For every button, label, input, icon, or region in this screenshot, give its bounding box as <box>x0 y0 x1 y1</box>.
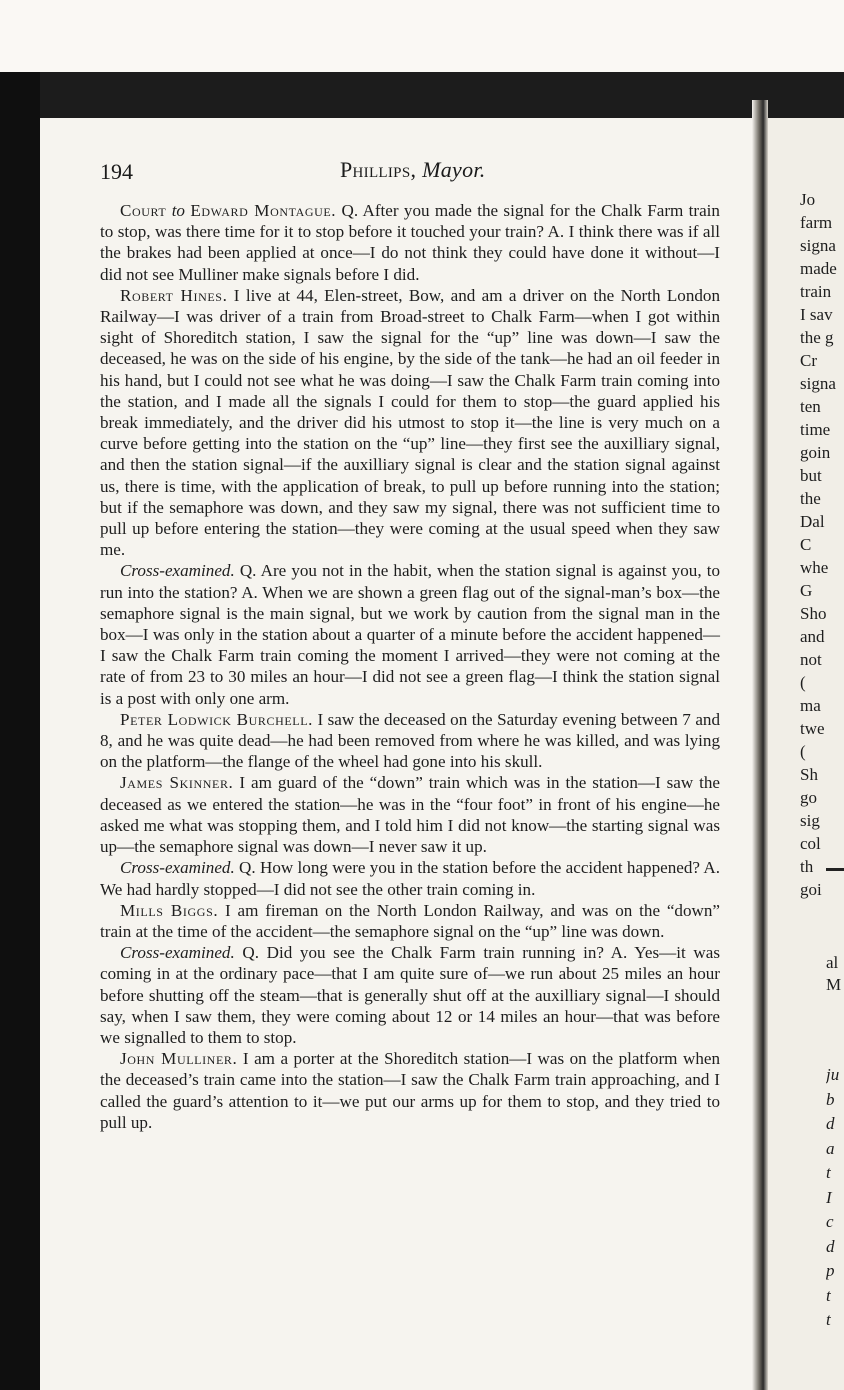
right-page-fragment: d <box>826 1114 835 1133</box>
right-page-fragment: Cr <box>800 351 817 370</box>
right-page-fragment: goin <box>800 443 831 462</box>
speaker-name: John Mulliner. <box>120 1049 238 1069</box>
right-page-fragment: ten <box>800 397 821 416</box>
scan-left-border <box>0 72 40 1390</box>
right-page-fragment: M <box>826 975 842 994</box>
testimony-text: I live at 44, Elen-street, Bow, and am a driver on the North London Railway—I was driver of a train from Broad-street to Chalk Farm—when I got within sight of Shoreditch station, I saw the signal for the “up” line was down—I saw the deceased, he was on the side of his engine, by the side of the tank—he had an oil feeder in his hand, but I could not see what he was doing—I saw the Chalk Farm train coming into the station, and I made all the signals I could for them to stop—the guard applied his break immediately, and the driver did his utmost to stop it—the line is very much on a curve before getting into the station on the “up” line—they first see the auxilliary signal, and then the station signal—if the auxilliary signal is clear and the station signal against us, there is time, with the application of break, to pull up before running into the station; but if the semaphore was down, and they saw my signal, there was not sufficient time to pull up before entering the station—they were coming at the usual speed when they saw me. <box>100 285 721 560</box>
testimony-paragraph <box>100 857 720 899</box>
right-page-fragment: I sav <box>800 305 833 324</box>
testimony-text: Q. How long were you in the station before the accident happened? A. We had hardly stopped—I did not see the other train coming in. <box>100 858 720 899</box>
right-page-fragment: go <box>800 788 817 807</box>
right-page-fragment: time <box>800 420 831 439</box>
speaker-name: Edward Montague. <box>190 201 337 220</box>
right-page-fragment: and <box>800 627 825 646</box>
testimony-paragraph <box>100 285 720 561</box>
right-page-fragment: t <box>826 1285 831 1305</box>
testimony-paragraph <box>100 560 720 708</box>
testimony-text: I am fireman on the North London Railway, and was on the “down” train at the time of the accident—the semaphore signal on the “up” line was down. <box>100 900 720 941</box>
right-page-fragment: col <box>800 834 821 853</box>
right-page-fragment: signa <box>800 236 836 255</box>
speaker-name: Court <box>120 201 167 220</box>
testimony-text: Q. Did you see the Chalk Farm train running in? A. Yes—it was coming in at the ordinary pace—that I am quite sure of—we run about 25 miles an hour before shutting off the steam—that is generally shut off at the auxilliary signal—I should say, when I saw them, they were coming about 12 or 14 miles an hour—that was before we signalled to them to stop. <box>100 943 720 1047</box>
right-page-fragment: whe <box>800 558 829 577</box>
right-page-fragment: but <box>800 466 822 485</box>
testimony-paragraph <box>100 772 720 857</box>
testimony-paragraph <box>100 900 720 942</box>
right-page-rule <box>826 868 844 871</box>
testimony-text: I am a porter at the Shoreditch station—I was on the platform when the deceased’s train came into the station—I saw the Chalk Farm train approaching, and I called the guard’s attention to it—we put our arms up for them to stop, and they tried to pull up. <box>100 1049 720 1132</box>
right-page-fragment: Sh <box>800 765 818 784</box>
right-page-fragment: a <box>826 1138 835 1158</box>
right-page-fragment: G <box>800 581 813 600</box>
cross-examined-label: Cross-examined. <box>120 858 235 878</box>
speaker-name: Mills Biggs. <box>120 900 219 920</box>
cross-examined-label: Cross-examined. <box>120 943 235 963</box>
speaker-connector: to <box>171 201 185 220</box>
cross-examined-label: Cross-examined. <box>120 561 235 581</box>
right-page-fragment: al <box>826 953 839 972</box>
testimony-text: Q. Are you not in the habit, when the station signal is against you, to run into the station? A. When we are shown a green flag out of the signal-man’s box—the semaphore signal is the main signal, but we work by caution from the signal man in the box—I was only in the station about a quarter of a minute before the accident happened—I saw the Chalk Farm train coming the moment I arrived—they were not coming at the rate of from 23 to 30 miles an hour—I did not see a green flag—I think the station signal is a post with only one arm. <box>100 561 720 708</box>
right-page-fragments-lower <box>826 952 844 996</box>
testimony-text: I saw the deceased on the Saturday evening between 7 and 8, and he was quite dead—he had been removed from where he was killed, and was lying on the platform—the flange of the wheel had gone into his skull. <box>100 709 721 772</box>
right-page-fragment: Dal <box>800 512 825 531</box>
running-head-name: Phillips, <box>340 157 417 182</box>
right-page-fragment: Sho <box>800 604 827 623</box>
right-page-fragment: ju <box>826 1065 840 1084</box>
right-page-fragment: t <box>826 1310 831 1329</box>
right-page-fragment: sig <box>800 811 820 830</box>
right-page-fragment: farm <box>800 213 833 232</box>
right-page-fragment: Jo <box>800 190 816 209</box>
running-head-title: Mayor. <box>422 157 486 182</box>
testimony-paragraph <box>100 942 720 1048</box>
right-page-fragment: d <box>826 1236 835 1256</box>
testimony-text: Q. After you made the signal for the Chalk Farm train to stop, was there time for it to stop before it touched your train? A. I think there was if all the brakes had been applied at once—I do not think they could have done it without—I did not see Mulliner make signals before I did. <box>100 201 720 284</box>
right-page-fragment: c <box>826 1212 834 1231</box>
speaker-name: Robert Hines. <box>120 285 228 305</box>
page-number: 194 <box>100 159 133 184</box>
scan-shadow-bar <box>38 72 844 124</box>
testimony-paragraph <box>100 709 720 773</box>
right-page-fragment: th <box>800 857 814 876</box>
speaker-name: James Skinner. <box>120 773 234 793</box>
right-page-fragment: p <box>826 1261 835 1280</box>
testimony-column <box>100 200 720 1133</box>
right-page-fragment: C <box>800 535 812 554</box>
right-page-fragment: the g <box>800 328 834 347</box>
right-page-fragment: t <box>826 1163 831 1182</box>
right-page-fragment: not <box>800 650 822 669</box>
right-page-fragment: goi <box>800 880 822 899</box>
right-page-fragment: made <box>800 259 837 278</box>
page-header <box>96 155 736 191</box>
right-page-fragment: ( <box>800 742 806 761</box>
right-page-fragment: I <box>826 1187 832 1207</box>
right-page-fragment: ( <box>800 673 806 692</box>
right-page-fragment: b <box>826 1089 835 1109</box>
testimony-text: I am guard of the “down” train which was in the station—I saw the deceased as we entered the station—he was in the “four foot” in front of his engine—he asked me what was stopping them, and I told him I did not know—the starting signal was up—the semaphore signal was down—I never saw it up. <box>100 773 720 857</box>
right-page-fragment: ma <box>800 696 821 715</box>
right-page-fragments <box>800 188 844 901</box>
speaker-name: Peter Lodwick Burchell. <box>120 709 314 729</box>
right-page-fragment: signa <box>800 374 836 393</box>
right-page-fragments-bottom <box>826 1063 844 1333</box>
running-head <box>340 157 486 183</box>
right-page-fragment: train <box>800 282 832 301</box>
right-page-fragment: the <box>800 489 821 508</box>
right-page-fragment: twe <box>800 719 825 738</box>
testimony-paragraph <box>100 200 720 285</box>
page-top-margin <box>0 0 844 78</box>
book-gutter <box>752 100 768 1390</box>
testimony-paragraph <box>100 1048 720 1133</box>
